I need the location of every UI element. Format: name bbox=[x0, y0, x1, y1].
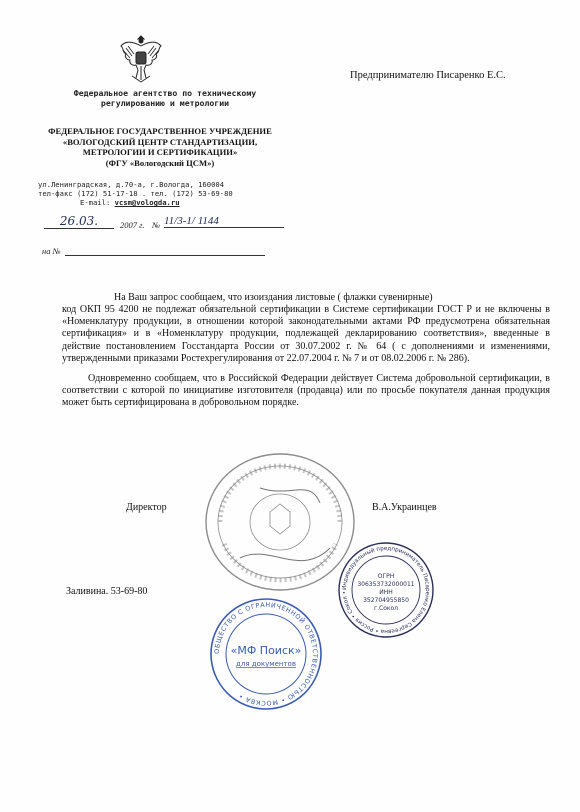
mf-seal-ring-text: ОБЩЕСТВО С ОГРАНИЧЕННОЙ ОТВЕТСТВЕННОСТЬЮ • МОСКВА • bbox=[212, 600, 320, 708]
institution-line: МЕТРОЛОГИИ И СЕРТИФИКАЦИИ» bbox=[82, 147, 238, 158]
signatory-name: В.А.Украинцев bbox=[372, 502, 437, 513]
registration-year: 2007 г. bbox=[120, 220, 145, 230]
institution-line: ФЕДЕРАЛЬНОЕ ГОСУДАРСТВЕННОЕ УЧРЕЖДЕНИЕ bbox=[48, 126, 272, 136]
reply-to-blank bbox=[65, 255, 265, 256]
letter-body bbox=[114, 292, 550, 304]
reply-to-line bbox=[42, 246, 272, 256]
institution-line: (ФГУ «Вологодский ЦСМ») bbox=[105, 157, 215, 168]
registration-number: 11/3-1/ 1144 bbox=[164, 215, 284, 228]
paragraph-1 bbox=[114, 292, 550, 304]
ogrn-label: ОГРН bbox=[377, 573, 395, 580]
seal-city: г.Сокол bbox=[373, 605, 399, 612]
institution-name bbox=[30, 126, 290, 168]
email-label: E-mail: bbox=[80, 198, 111, 207]
mf-seal-name: «МФ Поиск» bbox=[230, 644, 302, 657]
agency-line: Федеральное агентство по техническому bbox=[73, 88, 257, 98]
letter-body-continued bbox=[62, 304, 550, 410]
paragraph-2: Одновременно сообщаем, что в Российской Федерации действует Система добровольной сертификации, в соответствии с которой по инициативе изготовителя (продавца) или по просьбе покупателя данная продукция может быть сертифицирована в добровольном порядке. bbox=[62, 373, 550, 409]
ogrn-value: 306353732000011 bbox=[357, 581, 415, 588]
contact-person: Заливина. 53-69-80 bbox=[66, 586, 148, 597]
coat-of-arms-icon bbox=[118, 32, 164, 86]
inn-label: ИНН bbox=[379, 589, 393, 596]
email-line bbox=[38, 198, 288, 207]
paragraph-1-first-line: На Ваш запрос сообщаем, что изоиздания листовые ( флажки сувенирные) bbox=[114, 292, 433, 303]
mf-seal-subtitle: для документов bbox=[236, 660, 296, 668]
paragraph-1-rest: код ОКП 95 4200 не подлежат обязательной сертификации в Системе сертификации ГОСТ Р и не включены в «Номенклатуру продукции, в отношении которой законодательными актами РФ предусмотрена обязательная сертификация» и в «Номенклатуру продукции, подлежащей декларированию соответствия», введенные в действие постановлением Госстандарта России от 30.07.2002 г. № 64 ( с дополнениями и изменениями, утвержденными приказами Ростехрегулирования от 22.07.2004 г. № 7 и от 08.02.2006 г. № 286). bbox=[62, 304, 550, 364]
entrepreneur-seal-ring-text: Индивидуальный предприниматель Писаренко Елена Сергеевна • Россия • Сокол • bbox=[341, 545, 431, 635]
email-link[interactable]: vcsm@vologda.ru bbox=[114, 198, 180, 207]
mf-poisk-seal bbox=[208, 596, 324, 712]
registration-number-label: № bbox=[152, 220, 161, 230]
signatory-title: Директор bbox=[126, 502, 167, 513]
entrepreneur-seal bbox=[336, 540, 436, 640]
inn-value: 352704955850 bbox=[363, 597, 409, 604]
addressee: Предпринимателю Писаренко Е.С. bbox=[350, 70, 506, 81]
registration-line bbox=[36, 214, 296, 236]
agency-name bbox=[40, 88, 290, 108]
agency-line: регулированию и метрологии bbox=[100, 98, 230, 108]
reply-to-label: на № bbox=[42, 246, 61, 256]
phone-line: тел-факс (172) 51-17-18 . тел. (172) 53-69-80 bbox=[38, 189, 233, 198]
address-line: ул.Ленинградская, д.70-а, г.Вологда, 160004 bbox=[38, 180, 225, 189]
registration-date: 26.03. bbox=[44, 214, 114, 229]
sender-address bbox=[38, 180, 288, 207]
institution-line: «ВОЛОГОДСКИЙ ЦЕНТР СТАНДАРТИЗАЦИИ, bbox=[62, 136, 258, 147]
